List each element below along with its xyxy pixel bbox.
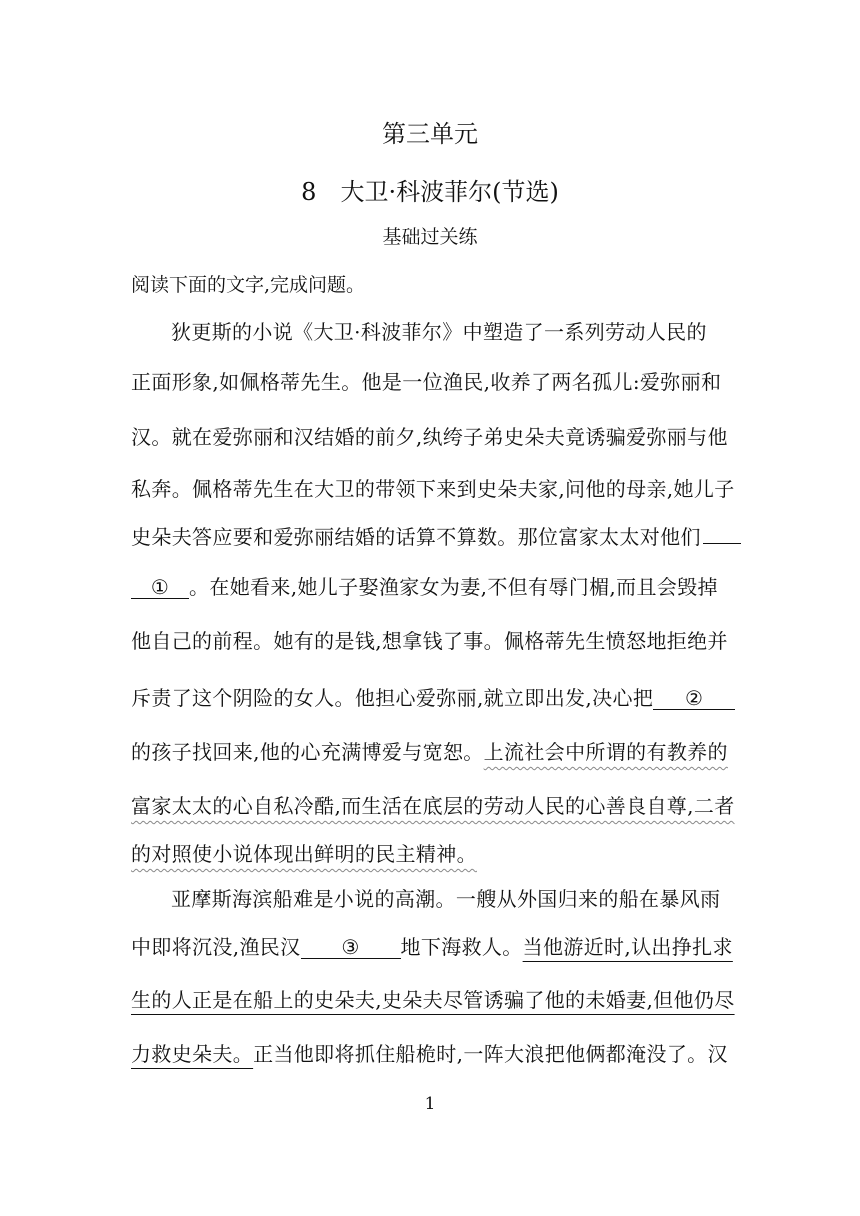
lesson-number: 8 xyxy=(301,178,317,206)
passage-text: 中即将沉没,渔民汉 xyxy=(131,935,301,959)
passage-line: 汉。就在爱弥丽和汉结婚的前夕,纨绔子弟史朵夫竟诱骗爱弥丽与他 xyxy=(131,425,728,449)
passage-line: 狄更斯的小说《大卫·科波菲尔》中塑造了一系列劳动人民的 xyxy=(171,320,707,344)
passage-text: 的孩子找回来,他的心充满博爱与宽恕。 xyxy=(131,740,484,764)
lesson-title xyxy=(0,172,860,207)
underlined-text: 当他游近时,认出挣扎求 xyxy=(522,935,733,959)
underlined-text: 生的人正是在船上的史朵夫,史朵夫尽管诱骗了他的未婚妻,但他仍尽 xyxy=(131,988,735,1012)
blank-1-line xyxy=(703,543,741,544)
passage-line xyxy=(131,738,728,766)
passage-line: 私奔。佩格蒂先生在大卫的带领下来到史朵夫家,问他的母亲,她儿子 xyxy=(131,477,735,501)
passage-line: 正面形象,如佩格蒂先生。他是一位渔民,收养了两名孤儿:爱弥丽和 xyxy=(131,370,722,394)
blank-1-marker: ① xyxy=(131,576,189,599)
passage-line xyxy=(131,523,741,551)
passage-line xyxy=(131,1040,728,1068)
blank-2-marker: ② xyxy=(653,687,735,710)
passage-text: 史朵夫答应要和爱弥丽结婚的话算不算数。那位富家太太对他们 xyxy=(131,525,701,549)
passage-text: 正当他即将抓住船桅时,一阵大浪把他俩都淹没了。汉 xyxy=(253,1042,728,1066)
blank-3-marker: ③ xyxy=(301,936,401,959)
passage-text: 斥责了这个阴险的女人。他担心爱弥丽,就立即出发,决心把 xyxy=(131,686,654,710)
passage-line xyxy=(131,792,735,820)
passage-line: 亚摩斯海滨船难是小说的高潮。一艘从外国归来的船在暴风雨 xyxy=(171,887,721,911)
lesson-title-text: 大卫·科波菲尔(节选) xyxy=(340,178,559,206)
passage-line xyxy=(131,573,718,601)
passage-line xyxy=(131,684,735,712)
passage-text: 。在她看来,她儿子娶渔家女为妻,不但有辱门楣,而且会毁掉 xyxy=(189,575,718,599)
passage-text: 地下海救人。 xyxy=(400,935,523,959)
passage-line xyxy=(131,933,733,961)
page-number: 1 xyxy=(424,1094,436,1114)
underlined-text: 上流社会中所谓的有教养的 xyxy=(483,740,728,764)
section-title: 基础过关练 xyxy=(382,226,478,248)
underlined-text: 的对照使小说体现出鲜明的民主精神。 xyxy=(131,842,477,866)
underlined-text: 富家太太的心自私冷酷,而生活在底层的劳动人民的心善良自尊,二者 xyxy=(131,794,735,818)
passage-line xyxy=(131,986,735,1014)
unit-title: 第三单元 xyxy=(382,120,478,148)
instructions: 阅读下面的文字,完成问题。 xyxy=(131,274,366,296)
underlined-text: 力救史朵夫。 xyxy=(131,1042,254,1066)
passage-line xyxy=(131,840,477,868)
passage-line: 他自己的前程。她有的是钱,想拿钱了事。佩格蒂先生愤怒地拒绝并 xyxy=(131,629,728,653)
